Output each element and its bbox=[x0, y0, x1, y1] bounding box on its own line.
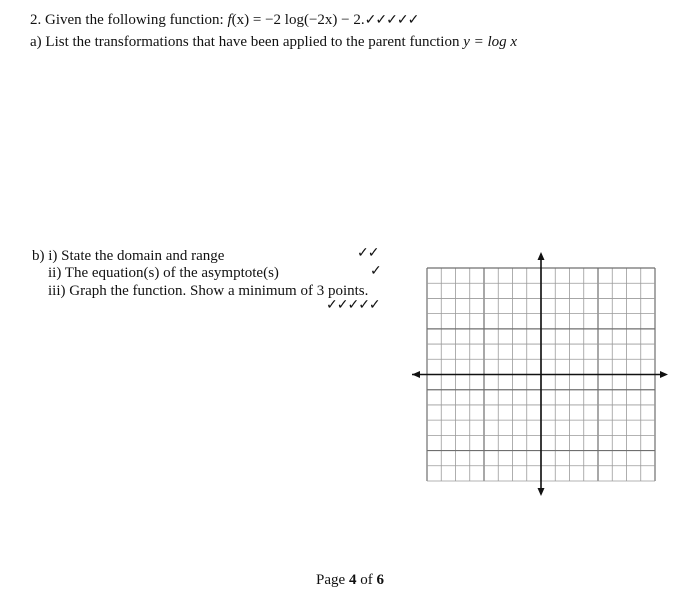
part-b-i-marks: ✓✓ bbox=[357, 246, 379, 261]
question-2-marks: ✓✓✓✓✓ bbox=[364, 13, 419, 28]
x-axis-left-arrow bbox=[412, 371, 420, 378]
x-axis-right-arrow bbox=[660, 371, 668, 378]
footer-total-pages: 6 bbox=[376, 572, 384, 588]
part-b-ii-prompt: ii) The equation(s) of the asymptote(s) bbox=[48, 265, 279, 281]
page-footer bbox=[0, 571, 700, 589]
parent-function: y = log x bbox=[463, 34, 518, 50]
part-a-prompt bbox=[30, 33, 517, 51]
function-name: f bbox=[227, 12, 232, 28]
footer-prefix: Page bbox=[316, 572, 349, 588]
footer-middle: of bbox=[356, 572, 377, 588]
function-variable: (x) bbox=[231, 12, 250, 28]
graph-grid[interactable] bbox=[410, 250, 670, 498]
part-a-text: a) List the transformations that have been applied to the parent function bbox=[30, 34, 464, 50]
part-b-iii-prompt: iii) Graph the function. Show a minimum of 3 points. bbox=[48, 283, 369, 299]
part-b-iii-marks: ✓✓✓✓✓ bbox=[326, 298, 380, 313]
question-2-prompt bbox=[30, 11, 418, 30]
function-expression: = −2 log(−2x) − 2. bbox=[249, 12, 365, 28]
question-2-prefix: 2. Given the following function: bbox=[30, 12, 228, 28]
footer-current-page: 4 bbox=[348, 572, 357, 588]
graph-grid-svg[interactable] bbox=[410, 250, 670, 498]
part-b-ii-marks: ✓ bbox=[370, 264, 381, 279]
y-axis-up-arrow bbox=[538, 252, 545, 260]
part-b-i-prompt: b) i) State the domain and range bbox=[32, 248, 225, 264]
y-axis-down-arrow bbox=[538, 488, 545, 496]
